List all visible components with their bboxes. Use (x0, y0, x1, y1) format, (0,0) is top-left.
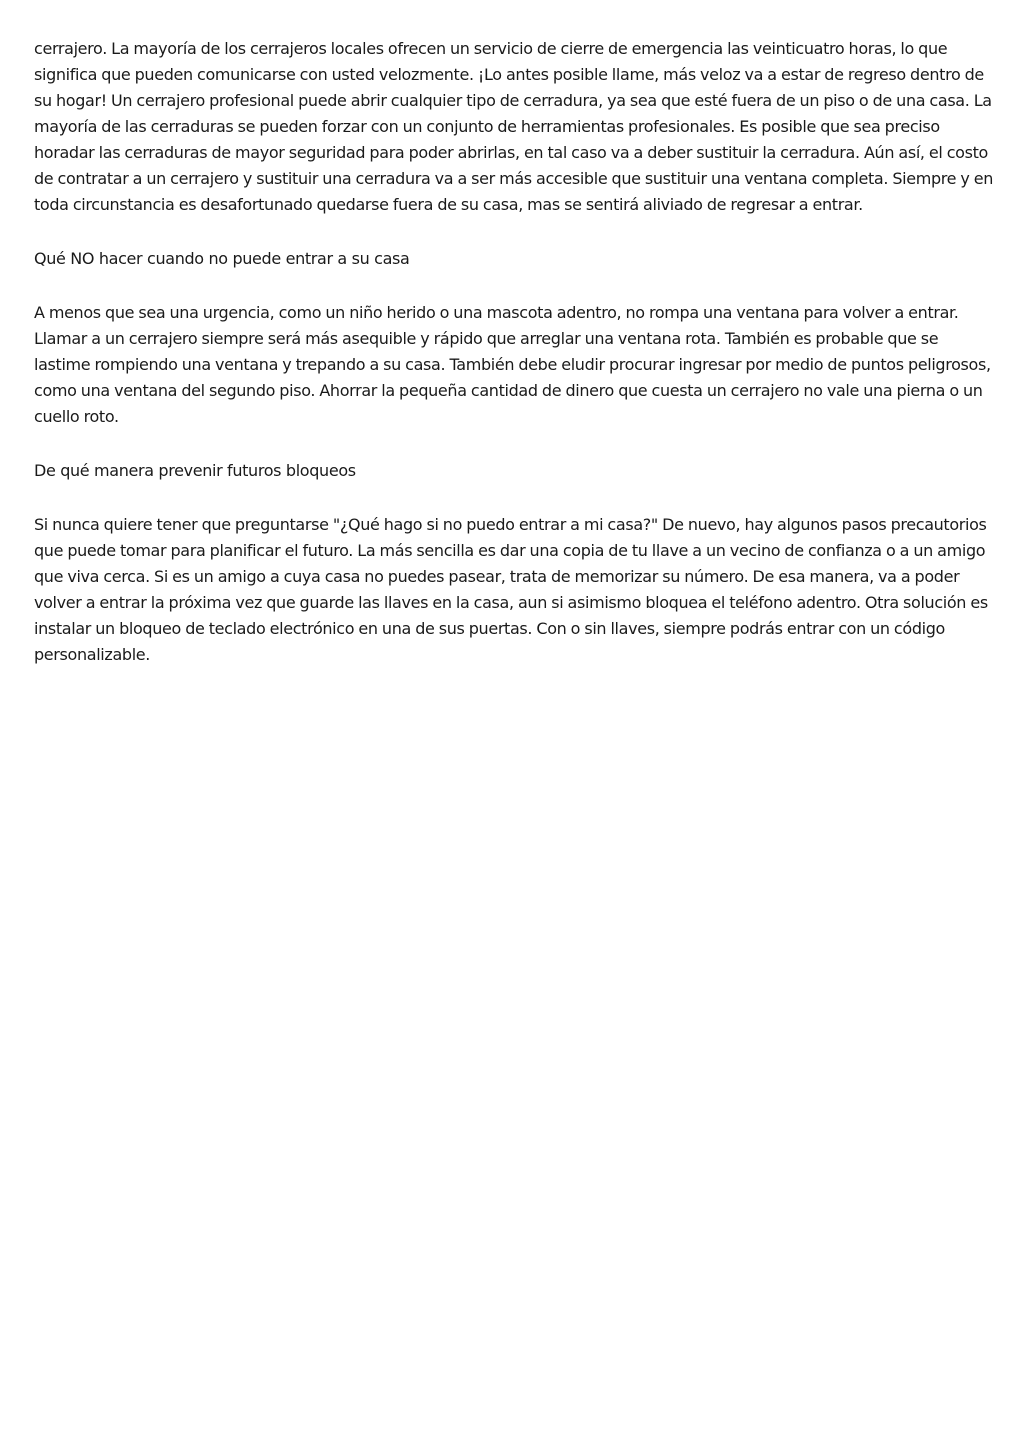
paragraph-locksmith-services: cerrajero. La mayoría de los cerrajeros locales ofrecen un servicio de cierre de emergencia las veinticuatro horas, lo que significa que pueden comunicarse con usted velozmente. ¡Lo antes posible llame, más veloz va a estar de regreso dentro de su hogar! Un cerrajero profesional puede abrir cualquier tipo de cerradura, ya sea que esté fuera de un piso o de una casa. La mayoría de las cerraduras se pueden forzar con un conjunto de herramientas profesionales. Es posible que sea preciso horadar las cerraduras de mayor seguridad para poder abrirlas, en tal caso va a deber sustituir la cerradura. Aún así, el costo de contratar a un cerrajero y sustituir una cerradura va a ser más accesible que sustituir una ventana completa. Siempre y en toda circunstancia es desafortunado quedarse fuera de su casa, mas se sentirá aliviado de regresar a entrar. (34, 39, 994, 214)
document-body (34, 36, 996, 696)
heading-what-not-to-do: Qué NO hacer cuando no puede entrar a su casa (34, 249, 410, 268)
paragraph-do-not-break-window: A menos que sea una urgencia, como un niño herido o una mascota adentro, no rompa una ventana para volver a entrar. Llamar a un cerrajero siempre será más asequible y rápido que arreglar una ventana rota. También es probable que se lastime rompiendo una ventana y trepando a su casa. También debe eludir procurar ingresar por medio de puntos peligrosos, como una ventana del segundo piso. Ahorrar la pequeña cantidad de dinero que cuesta un cerrajero no vale una pierna o un cuello roto. (34, 303, 991, 426)
heading-prevent-lockouts: De qué manera prevenir futuros bloqueos (34, 461, 356, 480)
paragraph-prevention-tips: Si nunca quiere tener que preguntarse "¿Qué hago si no puedo entrar a mi casa?" De nuevo, hay algunos pasos precautorios que puede tomar para planificar el futuro. La más sencilla es dar una copia de tu llave a un vecino de confianza o a un amigo que viva cerca. Si es un amigo a cuya casa no puedes pasear, trata de memorizar su número. De esa manera, va a poder volver a entrar la próxima vez que guarde las llaves en la casa, aun si asimismo bloquea el teléfono adentro. Otra solución es instalar un bloqueo de teclado electrónico en una de sus puertas. Con o sin llaves, siempre podrás entrar con un código personalizable. (34, 515, 988, 664)
